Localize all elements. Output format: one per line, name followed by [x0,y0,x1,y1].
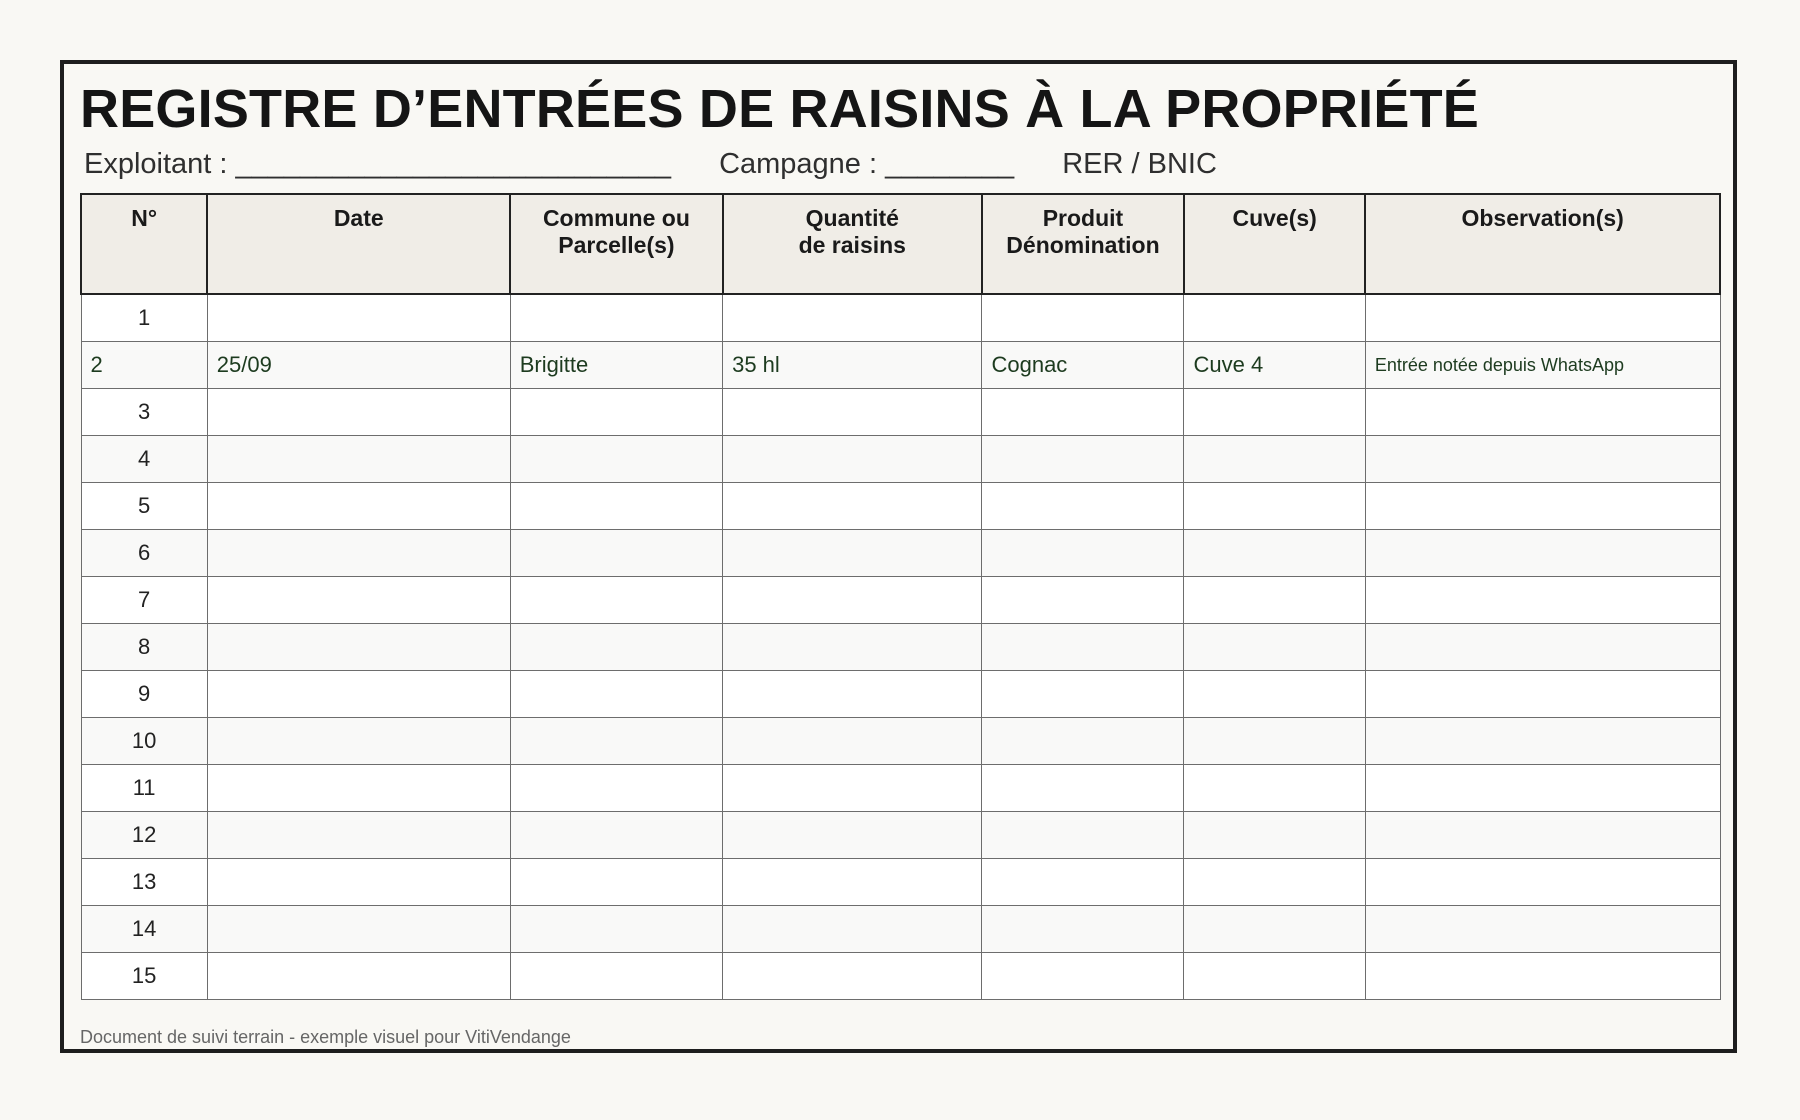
table-row [81,765,1720,812]
row-number-cell[interactable]: 14 [81,906,207,953]
quantite-cell[interactable] [723,389,982,436]
commune-cell[interactable]: Brigitte [510,342,722,389]
cuve-cell[interactable] [1184,812,1365,859]
date-cell[interactable] [207,483,510,530]
cuve-cell[interactable] [1184,859,1365,906]
register-body [81,294,1720,1000]
cuve-cell[interactable] [1184,671,1365,718]
table-row [81,953,1720,1000]
row-number-cell[interactable]: 7 [81,577,207,624]
row-number-cell[interactable]: 13 [81,859,207,906]
commune-cell[interactable] [510,718,722,765]
header-row [81,194,1720,294]
observation-cell[interactable] [1365,859,1720,906]
footer-note: Document de suivi terrain - exemple visuel pour VitiVendange [80,1027,571,1047]
observation-cell[interactable] [1365,436,1720,483]
column-header-numero: N° [81,194,207,294]
column-header-commune: Commune ou Parcelle(s) [510,194,722,294]
reference-label: RER / BNIC [1062,148,1217,180]
date-cell[interactable] [207,624,510,671]
column-header-date: Date [207,194,510,294]
date-cell[interactable] [207,765,510,812]
row-number-cell[interactable]: 9 [81,671,207,718]
column-header-produit: Produit Dénomination [982,194,1184,294]
table-row [81,483,1720,530]
commune-cell[interactable] [510,859,722,906]
commune-cell[interactable] [510,953,722,1000]
produit-cell[interactable] [982,294,1184,342]
quantite-cell[interactable] [723,624,982,671]
date-cell[interactable] [207,530,510,577]
quantite-cell[interactable] [723,859,982,906]
register-meta [84,148,1217,181]
table-row [81,294,1720,342]
date-cell[interactable] [207,294,510,342]
date-cell[interactable]: 25/09 [207,342,510,389]
produit-cell[interactable] [982,624,1184,671]
quantite-cell[interactable] [723,953,982,1000]
date-cell[interactable] [207,389,510,436]
produit-cell[interactable] [982,389,1184,436]
row-number-cell[interactable]: 3 [81,389,207,436]
cuve-cell[interactable]: Cuve 4 [1184,342,1365,389]
row-number-cell[interactable]: 4 [81,436,207,483]
commune-cell[interactable] [510,906,722,953]
quantite-cell[interactable] [723,671,982,718]
commune-cell[interactable] [510,577,722,624]
row-number-cell[interactable]: 12 [81,812,207,859]
row-number-cell[interactable]: 1 [81,294,207,342]
observation-cell[interactable] [1365,577,1720,624]
page-title: REGISTRE D’ENTRÉES DE RAISINS À LA PROPRIÉTÉ [80,79,1479,139]
observation-cell[interactable] [1365,765,1720,812]
date-cell[interactable] [207,953,510,1000]
column-header-observation: Observation(s) [1365,194,1720,294]
observation-cell[interactable] [1365,389,1720,436]
quantite-cell[interactable] [723,765,982,812]
observation-cell[interactable] [1365,483,1720,530]
table-row [81,859,1720,906]
observation-cell[interactable] [1365,671,1720,718]
commune-cell[interactable] [510,812,722,859]
observation-cell[interactable] [1365,906,1720,953]
table-row [81,624,1720,671]
commune-cell[interactable] [510,436,722,483]
cuve-cell[interactable] [1184,577,1365,624]
cuve-cell[interactable] [1184,765,1365,812]
column-header-cuve: Cuve(s) [1184,194,1365,294]
commune-cell[interactable] [510,671,722,718]
observation-cell[interactable] [1365,718,1720,765]
date-cell[interactable] [207,671,510,718]
commune-cell[interactable] [510,530,722,577]
cuve-cell[interactable] [1184,483,1365,530]
cuve-cell[interactable] [1184,389,1365,436]
cuve-cell[interactable] [1184,436,1365,483]
commune-cell[interactable] [510,389,722,436]
date-cell[interactable] [207,859,510,906]
register-table [80,193,1721,1000]
cuve-cell[interactable] [1184,718,1365,765]
table-row [81,436,1720,483]
table-row [81,812,1720,859]
quantite-cell[interactable] [723,530,982,577]
date-cell[interactable] [207,718,510,765]
observation-cell[interactable] [1365,953,1720,1000]
cuve-cell[interactable] [1184,624,1365,671]
quantite-cell[interactable] [723,294,982,342]
produit-cell[interactable] [982,671,1184,718]
date-cell[interactable] [207,812,510,859]
date-cell[interactable] [207,577,510,624]
row-number-cell[interactable]: 8 [81,624,207,671]
exploitant-field: Exploitant : ___________________________ [84,148,671,180]
produit-cell[interactable] [982,577,1184,624]
commune-cell[interactable] [510,483,722,530]
quantite-cell[interactable] [723,718,982,765]
produit-cell[interactable] [982,436,1184,483]
row-number-cell[interactable]: 11 [81,765,207,812]
commune-cell[interactable] [510,765,722,812]
cuve-cell[interactable] [1184,530,1365,577]
produit-cell[interactable] [982,906,1184,953]
table-row [81,718,1720,765]
table-row [81,906,1720,953]
produit-cell[interactable] [982,953,1184,1000]
observation-cell[interactable] [1365,624,1720,671]
row-number-cell[interactable]: 5 [81,483,207,530]
row-number-cell[interactable]: 6 [81,530,207,577]
table-row [81,389,1720,436]
produit-cell[interactable] [982,718,1184,765]
row-number-cell[interactable]: 10 [81,718,207,765]
cuve-cell[interactable] [1184,906,1365,953]
quantite-cell[interactable] [723,436,982,483]
table-row [81,530,1720,577]
produit-cell[interactable] [982,483,1184,530]
cuve-cell[interactable] [1184,953,1365,1000]
table-row [81,577,1720,624]
commune-cell[interactable] [510,294,722,342]
produit-cell[interactable] [982,530,1184,577]
date-cell[interactable] [207,906,510,953]
table-row [81,671,1720,718]
quantite-cell[interactable] [723,906,982,953]
quantite-cell[interactable] [723,483,982,530]
quantite-cell[interactable] [723,577,982,624]
produit-cell[interactable] [982,859,1184,906]
campagne-field: Campagne : ________ [719,148,1015,180]
produit-cell[interactable]: Cognac [982,342,1184,389]
observation-cell[interactable]: Entrée notée depuis WhatsApp [1365,342,1720,389]
observation-cell[interactable] [1365,530,1720,577]
row-number-cell[interactable]: 2 [81,342,207,389]
observation-cell[interactable] [1365,294,1720,342]
date-cell[interactable] [207,436,510,483]
register-sheet [60,60,1737,1053]
commune-cell[interactable] [510,624,722,671]
row-number-cell[interactable]: 15 [81,953,207,1000]
produit-cell[interactable] [982,812,1184,859]
observation-cell[interactable] [1365,812,1720,859]
produit-cell[interactable] [982,765,1184,812]
quantite-cell[interactable] [723,812,982,859]
column-header-quantite: Quantité de raisins [723,194,982,294]
cuve-cell[interactable] [1184,294,1365,342]
quantite-cell[interactable]: 35 hl [723,342,982,389]
table-row [81,342,1720,389]
